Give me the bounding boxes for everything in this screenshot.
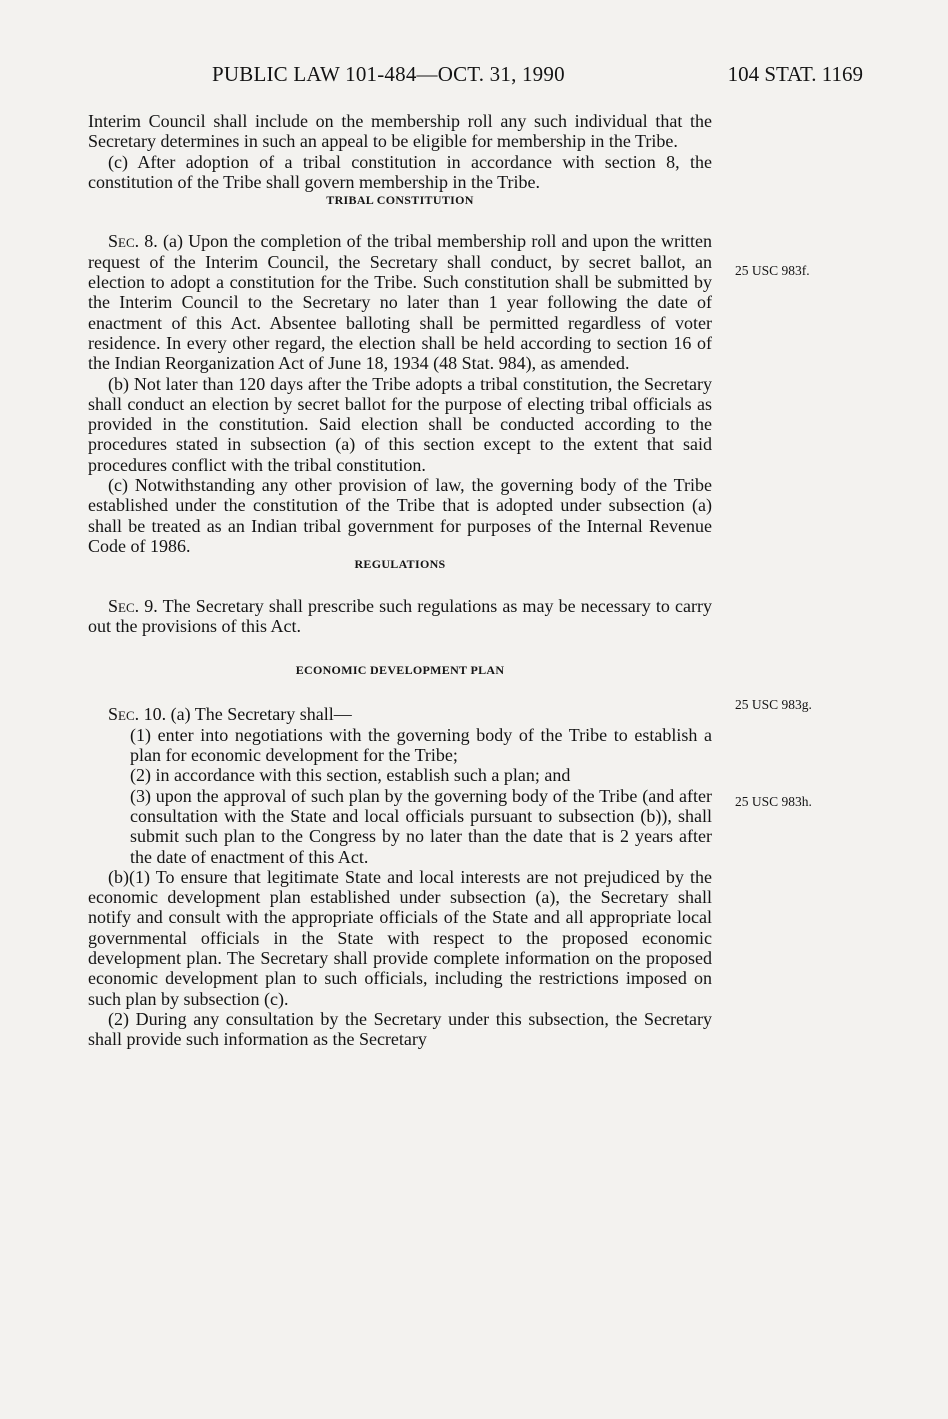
statute-page-number: 104 STAT. 1169 (727, 62, 863, 86)
page-header (88, 62, 863, 98)
section-10a-item-3: (3) upon the approval of such plan by the governing body of the Tribe (and after consultation with the State and local officials pursuant to subsection (b)), shall submit such plan to the Congress by no later than the date that is 2 years after the date of enactment of this Act. (130, 785, 712, 867)
section-8a-text: (a) Upon the completion of the tribal membership roll and upon the written request of the Interim Council, the Secretary shall conduct, by secret ballot, an election to adopt a constitution for the Tribe. Such constitution shall be submitted by the Interim Council to the Secretary no later than 1 year following the date of enactment of this Act. Absentee balloting shall be permitted regardless of voter residence. In every other regard, the election shall be held according to section 16 of the Indian Reorganization Act of June 18, 1934 (48 Stat. 984), as amended. (88, 231, 712, 374)
section-10a-item-2: (2) in accordance with this section, establish such a plan; and (130, 765, 571, 786)
margin-citation-983f: 25 USC 983f. (735, 263, 810, 278)
heading-economic-development-plan: ECONOMIC DEVELOPMENT PLAN (295, 663, 505, 678)
heading-regulations: REGULATIONS (354, 557, 446, 572)
section-9-label: Sec. 9. (108, 595, 158, 616)
section-8b: (b) Not later than 120 days after the Tribe adopts a tribal constitution, the Secretary shall conduct an election by secret ballot for the purpose of electing tribal officials as provided in the constitution. Said election shall be conducted according to the procedures stated in subsection (a) of this section except to the extent that said procedures conflict with the tribal constitution. (88, 373, 712, 475)
heading-tribal-constitution: TRIBAL CONSTITUTION (326, 193, 474, 208)
section-10a (88, 704, 712, 724)
margin-citation-983h: 25 USC 983h. (735, 794, 812, 809)
paragraph-continuation: Interim Council shall include on the membership roll any such individual that the Secretary determines in such an appeal to be eligible for membership in the Tribe. (88, 111, 712, 152)
section-10a-text: (a) The Secretary shall— (166, 704, 352, 725)
section-10b1: (b)(1) To ensure that legitimate State and local interests are not prejudiced by the economic development plan established under subsection (a), the Secretary shall notify and consult with the appropriate officials of the State and all appropriate local governmental officials in the State with respect to the proposed economic development plan. The Secretary shall provide complete information on the proposed economic development plan to such officials, including the restrictions imposed on such plan by subsection (c). (88, 866, 712, 1009)
section-10-label: Sec. 10. (108, 704, 167, 725)
document-body (88, 111, 712, 1049)
paragraph-7c: (c) After adoption of a tribal constitution in accordance with section 8, the constitution of the Tribe shall govern membership in the Tribe. (88, 151, 712, 192)
margin-citation-983g: 25 USC 983g. (735, 697, 812, 712)
section-8-label: Sec. 8. (108, 231, 158, 252)
section-10a-item-1: (1) enter into negotiations with the governing body of the Tribe to establish a plan for economic development for the Tribe; (130, 724, 712, 766)
section-9 (88, 596, 712, 637)
section-9-text: The Secretary shall prescribe such regulations as may be necessary to carry out the provisions of this Act. (88, 595, 713, 636)
public-law-title: PUBLIC LAW 101-484—OCT. 31, 1990 (212, 62, 565, 86)
section-8a (88, 231, 712, 373)
section-8c: (c) Notwithstanding any other provision of law, the governing body of the Tribe established under the constitution of the Tribe that is adopted under subsection (a) shall be treated as an Indian tribal government for purposes of the Internal Revenue Code of 1986. (88, 475, 712, 556)
section-10b2: (2) During any consultation by the Secretary under this subsection, the Secretary shall provide such information as the Secretary (88, 1008, 712, 1050)
